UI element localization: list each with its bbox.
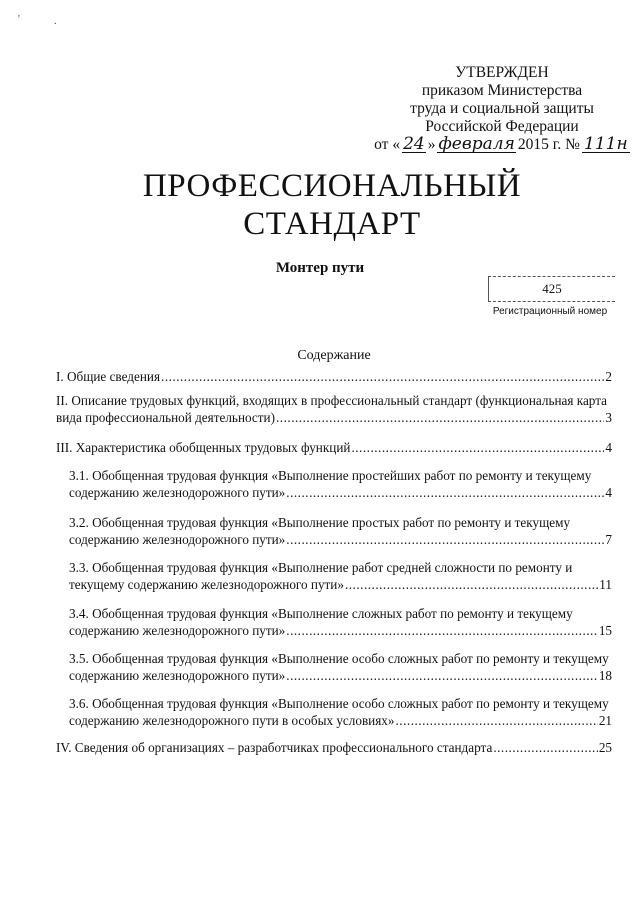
- dot-leader: [396, 712, 598, 729]
- date-separator: »: [427, 136, 436, 153]
- toc-entry-row: [69, 622, 612, 639]
- toc-entry-title-line: 3.6. Обобщенная трудовая функция «Выполнение особо сложных работ по ремонту и текущему: [69, 696, 609, 711]
- approval-ministry-line: приказом Министерства: [421, 82, 583, 99]
- title-line: ПРОФЕССИОНАЛЬНЫЙ: [142, 168, 522, 204]
- handwritten-day: 24: [403, 134, 425, 154]
- handwritten-order-number: 111н: [582, 136, 630, 153]
- toc-entry[interactable]: [56, 439, 612, 456]
- toc-entry-title: содержанию железнодорожного пути»: [69, 668, 286, 683]
- approval-heading: УТВЕРЖДЕН: [455, 64, 549, 81]
- toc-page-number: 18: [598, 668, 612, 683]
- approval-ministry-line: Российской Федерации: [425, 118, 579, 135]
- toc-entry-row: [69, 484, 612, 501]
- dot-leader: [286, 622, 598, 639]
- toc-entry-title: содержанию железнодорожного пути»: [69, 623, 286, 638]
- dot-leader: [351, 439, 604, 456]
- toc-page-number: 4: [605, 485, 612, 500]
- toc-entry-title: содержанию железнодорожного пути»: [69, 485, 286, 500]
- dot-leader: [286, 484, 604, 501]
- document-title: [0, 167, 640, 243]
- toc-entry[interactable]: [56, 739, 612, 756]
- standard-name: Монтер пути: [275, 260, 365, 276]
- toc-entry-title: содержанию железнодорожного пути»: [69, 532, 286, 547]
- handwritten-month: февраля: [438, 134, 515, 154]
- dot-leader: [161, 368, 604, 385]
- toc-entry-title-line: 3.1. Обобщенная трудовая функция «Выполнение простейших работ по ремонту и текущему: [69, 468, 592, 483]
- dot-leader: [286, 667, 598, 684]
- toc-entry-title-line: II. Описание трудовых функций, входящих в профессиональный стандарт (функциональная карта: [56, 393, 607, 408]
- dot-leader: [493, 739, 597, 756]
- toc-page-number: 11: [599, 577, 612, 592]
- toc-entry[interactable]: [56, 368, 612, 385]
- approval-date-line: [374, 134, 628, 154]
- approval-block: [374, 64, 628, 154]
- toc-page-number: 25: [598, 740, 612, 755]
- registration-caption: Регистрационный номер: [492, 306, 608, 317]
- toc-entry-title-line: 3.5. Обобщенная трудовая функция «Выполнение особо сложных работ по ремонту и текущему: [69, 651, 609, 666]
- toc-page-number: 7: [605, 532, 612, 547]
- toc-entry[interactable]: [56, 392, 612, 426]
- dot-leader: [276, 409, 604, 426]
- toc-entry-row: [56, 439, 612, 456]
- toc-entry[interactable]: [69, 695, 612, 729]
- toc-page-number: 21: [598, 713, 612, 728]
- scan-mark: .: [54, 16, 57, 27]
- toc-entry-row: [69, 667, 612, 684]
- dot-leader: [345, 576, 598, 593]
- toc-entry[interactable]: [69, 467, 612, 501]
- toc-entry-row: [56, 409, 612, 426]
- toc-page-number: 4: [605, 440, 612, 455]
- toc-page-number: 15: [598, 623, 612, 638]
- toc-entry-title: содержанию железнодорожного пути в особых условиях»: [69, 713, 395, 728]
- toc-heading: Содержание: [297, 348, 371, 363]
- approval-ministry-line: труда и социальной защиты: [410, 100, 594, 117]
- toc-entry-title: текущему содержанию железнодорожного пути»: [69, 577, 344, 592]
- toc-entry-row: [56, 368, 612, 385]
- toc-entry-row: [69, 576, 612, 593]
- toc-entry-title: IV. Сведения об организациях – разработчиках профессионального стандарта: [56, 740, 493, 755]
- registration-number-box: 425: [488, 276, 615, 302]
- toc-entry-row: [69, 712, 612, 729]
- toc-page-number: 2: [605, 369, 612, 384]
- toc-page-number: 3: [605, 410, 612, 425]
- title-line: СТАНДАРТ: [243, 206, 421, 242]
- toc-entry-row: [56, 739, 612, 756]
- toc-entry-title-line: 3.2. Обобщенная трудовая функция «Выполнение простых работ по ремонту и текущему: [69, 515, 571, 530]
- scan-mark: ': [18, 14, 20, 25]
- date-year: 2015 г. №: [517, 136, 580, 153]
- toc-entry-title: вида профессиональной деятельности): [56, 410, 275, 425]
- dot-leader: [286, 531, 604, 548]
- toc-entry[interactable]: [69, 559, 612, 593]
- toc-entry-title-line: 3.3. Обобщенная трудовая функция «Выполнение работ средней сложности по ремонту и: [69, 560, 573, 575]
- toc-entry-row: [69, 531, 612, 548]
- toc-entry-title: I. Общие сведения: [56, 369, 161, 384]
- toc-entry-title-line: 3.4. Обобщенная трудовая функция «Выполнение сложных работ по ремонту и текущему: [69, 606, 573, 621]
- date-prefix: от «: [374, 136, 401, 153]
- toc-entry[interactable]: [69, 650, 612, 684]
- toc-entry[interactable]: [69, 605, 612, 639]
- toc-entry[interactable]: [69, 514, 612, 548]
- toc-entry-title: III. Характеристика обобщенных трудовых функций: [56, 440, 351, 455]
